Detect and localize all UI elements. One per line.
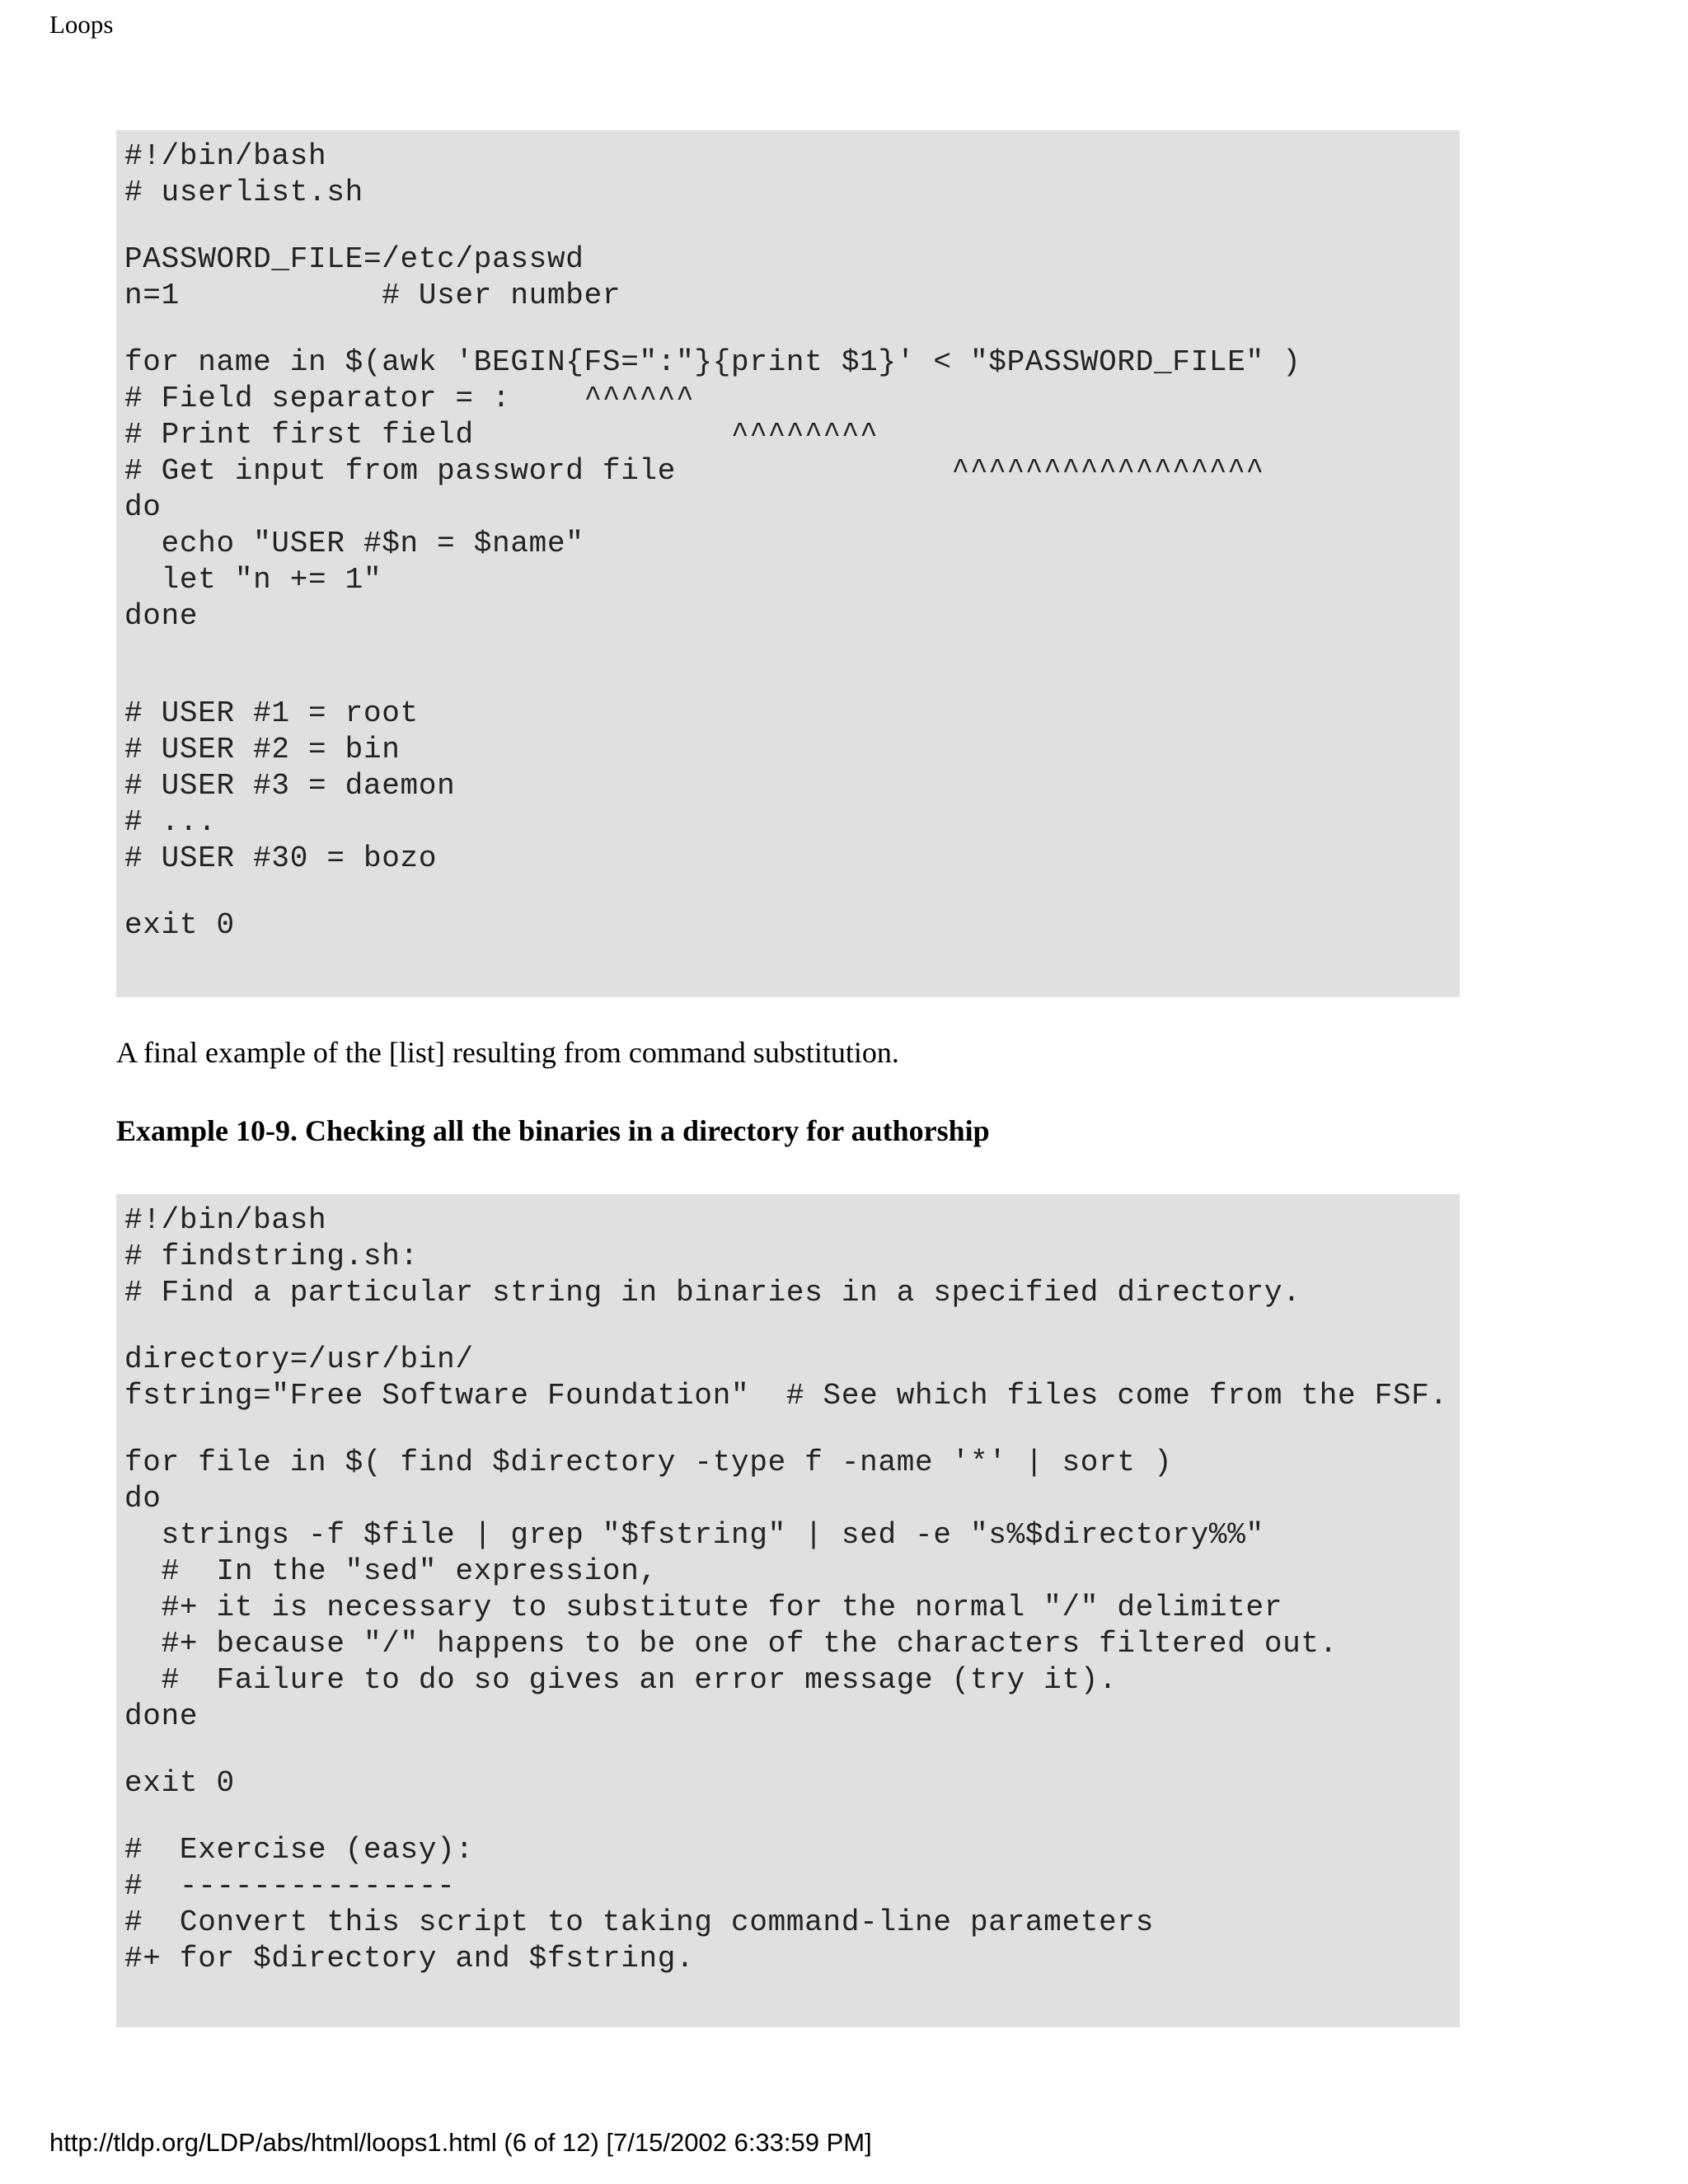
code-line: # Print first field ^^^^^^^^ <box>124 418 879 452</box>
code-line: directory=/usr/bin/ <box>124 1343 474 1376</box>
code-line: #+ because "/" happens to be one of the characters filtered out. <box>124 1627 1339 1661</box>
page-header-title: Loops <box>49 10 114 39</box>
code-line: for name in $(awk 'BEGIN{FS=":"}{print $1}' < "$PASSWORD_FILE" ) <box>124 345 1301 379</box>
code-line: done <box>124 599 199 633</box>
code-line: #+ for $directory and $fstring. <box>124 1942 695 1975</box>
code-line <box>124 635 1460 665</box>
code-line <box>124 1802 1460 1832</box>
code-line: # In the "sed" expression, <box>124 1554 658 1588</box>
code-line: strings -f $file | grep "$fstring" | sed -e "s%$directory%%" <box>124 1518 1264 1552</box>
code-line <box>124 314 1460 344</box>
code-line: # USER #2 = bin <box>124 733 401 766</box>
code-line: # Find a particular string in binaries in a specified directory. <box>124 1276 1301 1310</box>
code-line: # USER #3 = daemon <box>124 769 456 803</box>
code-line: # USER #1 = root <box>124 696 419 730</box>
code-line: do <box>124 1482 162 1516</box>
code-line: #+ it is necessary to substitute for the normal "/" delimiter <box>124 1591 1283 1624</box>
code-line: # Get input from password file ^^^^^^^^^^^^^^^^^ <box>124 454 1264 488</box>
code-line: exit 0 <box>124 908 235 942</box>
code-line: fstring="Free Software Foundation" # See which files come from the FSF. <box>124 1379 1448 1413</box>
code-line: # Convert this script to taking command-line parameters <box>124 1905 1154 1939</box>
code-line: done <box>124 1699 199 1733</box>
code-line <box>124 665 1460 696</box>
code-line: echo "USER #$n = $name" <box>124 527 584 560</box>
code-line: #!/bin/bash <box>124 139 327 173</box>
page-footer-url: http://tldp.org/LDP/abs/html/loops1.html (6 of 12) [7/15/2002 6:33:59 PM] <box>49 2128 872 2157</box>
code-line: # findstring.sh: <box>124 1240 419 1273</box>
code-line: let "n += 1" <box>124 563 382 597</box>
code-line: do <box>124 490 162 524</box>
code-line <box>124 211 1460 241</box>
code-line <box>124 1735 1460 1765</box>
body-paragraph: A final example of the [list] resulting from command substitution. <box>116 1036 899 1069</box>
code-line: # userlist.sh <box>124 176 363 209</box>
code-line: for file in $( find $directory -type f -name '*' | sort ) <box>124 1446 1173 1479</box>
code-line: # Exercise (easy): <box>124 1833 474 1867</box>
code-line: #!/bin/bash <box>124 1203 327 1237</box>
code-line: n=1 # User number <box>124 279 621 312</box>
code-line: # USER #30 = bozo <box>124 841 438 875</box>
code-line: # Failure to do so gives an error message (try it). <box>124 1663 1118 1697</box>
code-line: # ... <box>124 805 217 839</box>
code-line: exit 0 <box>124 1766 235 1800</box>
code-line: # Field separator = : ^^^^^^ <box>124 382 695 415</box>
code-line <box>124 1311 1460 1342</box>
code-line <box>124 877 1460 907</box>
code-block-findstring <box>116 1194 1460 2027</box>
example-title: Example 10-9. Checking all the binaries in a directory for authorship <box>116 1114 990 1147</box>
code-line <box>124 1414 1460 1445</box>
code-line: PASSWORD_FILE=/etc/passwd <box>124 242 584 276</box>
code-block-userlist <box>116 130 1460 997</box>
code-line: # --------------- <box>124 1869 456 1903</box>
